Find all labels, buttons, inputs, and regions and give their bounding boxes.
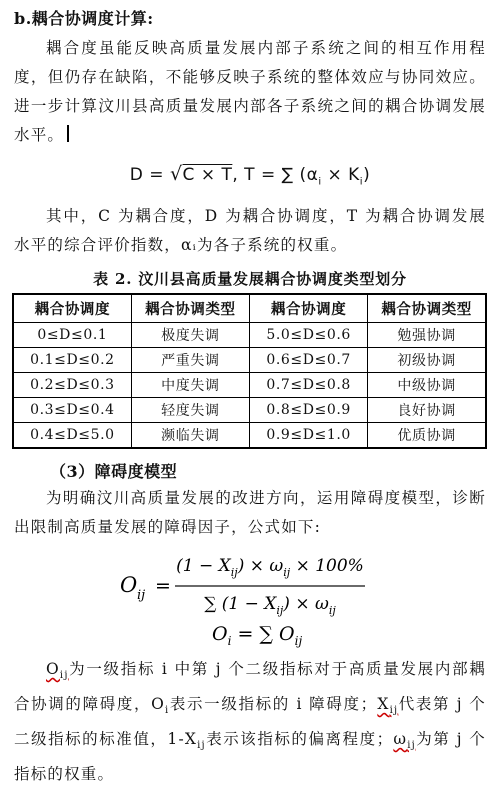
- formula-sum-line: $O_i$ = ∑ $O_{ij}$: [212, 623, 303, 648]
- symbol-xij: $X_{ij}$: [377, 695, 399, 717]
- table-caption: 表 2. 汶川县高质量发展耦合协调度类型划分: [93, 270, 407, 288]
- formula-coordination-degree: D = √C × T, T = ∑ $(\alpha_i \times K_i)$: [129, 163, 371, 188]
- obstacle-formula-graphic: [0, 548, 500, 648]
- table-cell: 极度失调: [131, 323, 249, 348]
- table-header-cell: 耦合协调类型: [131, 294, 249, 323]
- paragraph-coupling-intro-text: 耦合度虽能反映高质量发展内部子系统之间的相互作用程度，但仍存在缺陷，不能够反映子系统的整体效应与协同效应。进一步计算汶川县高质量发展内部各子系统之间的耦合协调发展水平。: [14, 39, 486, 144]
- paragraph-coupling-intro: [14, 34, 486, 150]
- table-cell: 0.4≤D≤5.0: [13, 423, 131, 449]
- table-cell: 优质协调: [368, 423, 486, 449]
- table-header-cell: 耦合协调度: [13, 294, 131, 323]
- table-cell: 中级协调: [368, 373, 486, 398]
- table-cell: 0.1≤D≤0.2: [13, 348, 131, 373]
- formula-lhs: O: [120, 573, 138, 597]
- table-cell: 0.7≤D≤0.8: [250, 373, 368, 398]
- table-cell: 0≤D≤0.1: [13, 323, 131, 348]
- table-cell: 0.9≤D≤1.0: [250, 423, 368, 449]
- text-cursor: [67, 125, 69, 142]
- table-row: [13, 373, 486, 398]
- table-cell: 0.3≤D≤0.4: [13, 398, 131, 423]
- paragraph-definitions: 其中，C 为耦合度，D 为耦合协调度，T 为耦合协调发展水平的综合评价指数，αᵢ为各子系统的权重。: [14, 207, 486, 254]
- formula-lhs-subscript: ij: [137, 588, 146, 603]
- section-title: b.耦合协调度计算:: [14, 9, 154, 28]
- table-cell: 初级协调: [368, 348, 486, 373]
- table-cell: 0.2≤D≤0.3: [13, 373, 131, 398]
- subsection-title: （3）障碍度模型: [50, 462, 178, 481]
- table-cell: 勉强协调: [368, 323, 486, 348]
- table-row: [13, 348, 486, 373]
- table-cell: 濒临失调: [131, 423, 249, 449]
- table-row: [13, 323, 486, 348]
- table-cell: 0.6≤D≤0.7: [250, 348, 368, 373]
- formula-denominator: ∑ $(1 - X_{ij}) \times \omega_{ij}$: [204, 594, 336, 617]
- table-cell: 0.8≤D≤0.9: [250, 398, 368, 423]
- table-header-cell: 耦合协调类型: [368, 294, 486, 323]
- table-header-row: [13, 294, 486, 323]
- formula-equals: =: [155, 575, 171, 597]
- symbol-omega: $\omega_{ij}$: [393, 730, 416, 752]
- table-header-cell: 耦合协调度: [250, 294, 368, 323]
- table-cell: 轻度失调: [131, 398, 249, 423]
- formula-obstacle-degree: [0, 548, 500, 648]
- table-cell: 严重失调: [131, 348, 249, 373]
- coordination-type-table: [12, 293, 487, 449]
- paragraph-variable-definitions: $O_{ij}$为一级指标 i 中第 j 个二级指标对于高质量发展内部耦合协调的障碍度，$O_i$表示一级指标的 i 障碍度；$X_{ij}$代表第 j 个二级指标的标准值，$1-X_{ij}$表示该指标的偏离程度；$\omega_{ij}$为第 j 个指标的权重。: [14, 660, 486, 784]
- table-cell: 5.0≤D≤0.6: [250, 323, 368, 348]
- formula-numerator: $(1 - X_{ij}) \times \omega_{ij} \times 100\%$: [176, 556, 364, 579]
- table-row: [13, 423, 486, 449]
- paragraph-obstacle-model: 为明确汶川高质量发展的改进方向，运用障碍度模型，诊断出限制高质量发展的障碍因子，公式如下:: [14, 489, 486, 536]
- table-cell: 良好协调: [368, 398, 486, 423]
- table-cell: 中度失调: [131, 373, 249, 398]
- table-row: [13, 398, 486, 423]
- symbol-oij: $O_{ij}$: [46, 660, 69, 682]
